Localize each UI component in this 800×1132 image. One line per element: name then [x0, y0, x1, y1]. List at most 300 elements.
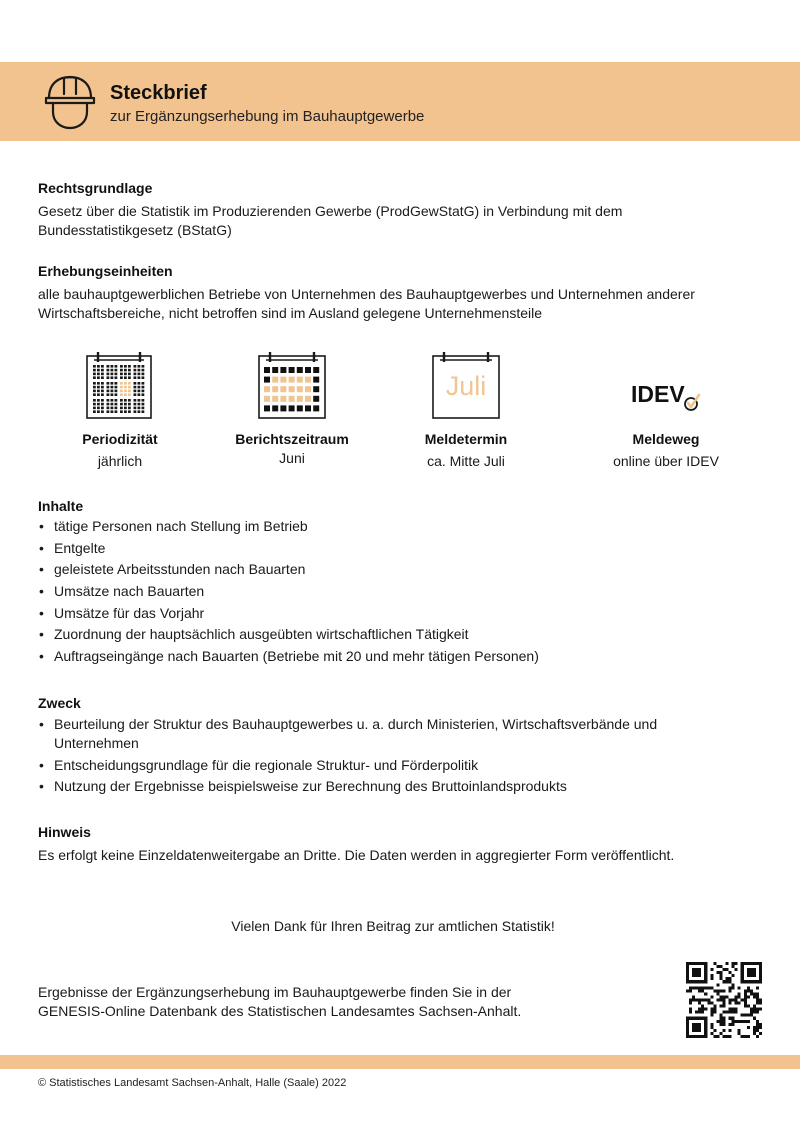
year-cell — [111, 390, 114, 393]
year-cell — [101, 393, 104, 396]
rechtsgrundlage-text — [38, 202, 768, 240]
qr-module — [701, 1008, 704, 1011]
list-item: • Entgelte — [38, 539, 768, 558]
qr-module — [722, 1020, 725, 1023]
qr-module — [744, 1020, 747, 1023]
qr-finder — [692, 968, 701, 977]
year-cell — [107, 369, 110, 372]
qr-module — [738, 1020, 741, 1023]
qr-module — [750, 1008, 753, 1011]
qr-module — [756, 1020, 759, 1023]
rechtsgrundlage-line-2: Bundesstatistikgesetz (BStatG) — [38, 222, 232, 238]
qr-module — [716, 992, 719, 995]
qr-module — [726, 1011, 729, 1014]
year-cell — [93, 386, 96, 389]
qr-module — [759, 998, 762, 1001]
qr-module — [747, 1020, 750, 1023]
year-cell — [101, 386, 104, 389]
qr-module — [735, 1002, 738, 1005]
qr-module — [722, 1011, 725, 1014]
qr-finder — [704, 962, 707, 983]
qr-module — [738, 1002, 741, 1005]
year-cell — [101, 382, 104, 385]
inhalte-heading: Inhalte — [38, 498, 84, 514]
year-cell — [134, 410, 137, 413]
year-cell — [97, 373, 100, 376]
year-cell — [124, 399, 127, 402]
month-cell — [297, 377, 303, 383]
year-cell — [111, 386, 114, 389]
qr-module — [729, 977, 732, 980]
erhebungseinheiten-heading: Erhebungseinheiten — [38, 263, 173, 279]
qr-module — [713, 1029, 716, 1032]
qr-module — [735, 968, 738, 971]
year-cell — [134, 399, 137, 402]
qr-module — [732, 974, 735, 977]
qr-module — [732, 962, 735, 965]
list-item: • Umsätze nach Bauarten — [38, 582, 768, 601]
meldeweg-value: online über IDEV — [613, 453, 719, 469]
qr-module — [719, 971, 722, 974]
qr-module — [732, 998, 735, 1001]
qr-module — [744, 1005, 747, 1008]
year-cell — [93, 407, 96, 410]
year-cell — [134, 407, 137, 410]
year-cell — [115, 386, 118, 389]
qr-module — [759, 1032, 762, 1035]
year-cell — [120, 403, 123, 406]
month-cell — [313, 377, 319, 383]
list-item: • Entscheidungsgrundlage für die regionale Struktur- und Förderpolitik — [38, 756, 718, 775]
qr-finder — [686, 962, 707, 965]
qr-module — [692, 998, 695, 1001]
qr-module — [719, 995, 722, 998]
year-cell — [97, 393, 100, 396]
qr-module — [747, 1026, 750, 1029]
month-cell — [305, 367, 311, 373]
erhebungseinheiten-text — [38, 285, 768, 323]
qr-module — [695, 998, 698, 1001]
year-cell — [107, 373, 110, 376]
qr-module — [710, 974, 713, 977]
year-cell — [134, 376, 137, 379]
qr-module — [741, 1014, 744, 1017]
qr-module — [701, 1011, 704, 1014]
qr-module — [719, 998, 722, 1001]
year-cell — [93, 403, 96, 406]
qr-module — [710, 1011, 713, 1014]
qr-module — [713, 1035, 716, 1038]
year-cell — [115, 376, 118, 379]
qr-module — [729, 989, 732, 992]
qr-finder — [686, 1017, 707, 1020]
zweck-heading: Zweck — [38, 695, 81, 711]
list-item: • tätige Personen nach Stellung im Betrieb — [38, 517, 768, 536]
qr-module — [701, 986, 704, 989]
month-cell — [272, 386, 278, 392]
qr-finder — [686, 962, 689, 983]
month-cell — [289, 386, 295, 392]
qr-module — [713, 1011, 716, 1014]
qr-module — [698, 989, 701, 992]
year-cell — [134, 386, 137, 389]
qr-module — [689, 1011, 692, 1014]
qr-finder — [686, 1017, 689, 1038]
year-cell — [124, 410, 127, 413]
year-cell — [101, 403, 104, 406]
month-cell — [297, 386, 303, 392]
hard-hat-icon — [44, 74, 96, 130]
qr-module — [719, 1005, 722, 1008]
year-cell — [120, 393, 123, 396]
month-cell — [272, 405, 278, 411]
qr-module — [722, 980, 725, 983]
qr-module — [756, 1008, 759, 1011]
qr-module — [756, 992, 759, 995]
year-cell — [138, 373, 141, 376]
qr-module — [750, 989, 753, 992]
qr-module — [695, 986, 698, 989]
month-cell — [264, 377, 270, 383]
meldetermin-label: Meldetermin — [424, 431, 508, 447]
qr-module — [729, 1011, 732, 1014]
year-cell — [124, 373, 127, 376]
month-cell — [280, 386, 286, 392]
year-cell — [124, 393, 127, 396]
qr-module — [747, 986, 750, 989]
qr-finder — [741, 980, 762, 983]
list-item: • Nutzung der Ergebnisse beispielsweise zur Berechnung des Bruttoinlandsprodukts — [38, 777, 718, 796]
zweck-list — [38, 715, 718, 799]
qr-module — [753, 1011, 756, 1014]
year-cell — [142, 407, 145, 410]
year-cell — [138, 407, 141, 410]
year-cell — [134, 365, 137, 368]
year-cell — [107, 407, 110, 410]
month-cell — [297, 396, 303, 402]
qr-module — [729, 1002, 732, 1005]
qr-module — [732, 1017, 735, 1020]
year-cell — [142, 369, 145, 372]
qr-module — [710, 977, 713, 980]
qr-module — [747, 995, 750, 998]
qr-finder — [686, 1035, 707, 1038]
year-cell — [138, 369, 141, 372]
year-cell — [138, 365, 141, 368]
rechtsgrundlage-line-1: Gesetz über die Statistik im Produzierenden Gewerbe (ProdGewStatG) in Verbindung mit dem — [38, 203, 623, 219]
year-cell — [115, 399, 118, 402]
berichtszeitraum-label: Berichtszeitraum — [235, 431, 349, 447]
month-cell — [272, 367, 278, 373]
year-cell — [97, 369, 100, 372]
qr-module — [701, 1005, 704, 1008]
qr-module — [719, 974, 722, 977]
qr-module — [729, 1035, 732, 1038]
year-cell — [124, 365, 127, 368]
year-cell — [124, 386, 127, 389]
year-cell — [142, 390, 145, 393]
year-cell — [128, 399, 131, 402]
qr-module — [741, 1035, 744, 1038]
year-cell — [124, 369, 127, 372]
qr-module — [722, 995, 725, 998]
footer-band — [0, 1055, 800, 1069]
qr-module — [704, 986, 707, 989]
list-item: • Umsätze für das Vorjahr — [38, 604, 768, 623]
periodizitaet-label: Periodizität — [82, 431, 158, 447]
year-cell — [138, 403, 141, 406]
qr-module — [735, 995, 738, 998]
qr-module — [759, 1023, 762, 1026]
year-cell — [93, 410, 96, 413]
qr-module — [729, 980, 732, 983]
list-item: • Zuordnung der hauptsächlich ausgeübten wirtschaftlichen Tätigkeit — [38, 625, 768, 644]
year-cell — [120, 376, 123, 379]
qr-module — [722, 1017, 725, 1020]
year-cell — [115, 390, 118, 393]
qr-module — [689, 998, 692, 1001]
rechtsgrundlage-heading: Rechtsgrundlage — [38, 180, 153, 196]
year-cell — [111, 382, 114, 385]
qr-module — [707, 998, 710, 1001]
year-cell — [111, 399, 114, 402]
genesis-line-1: Ergebnisse der Ergänzungserhebung im Bauhauptgewerbe finden Sie in der — [38, 984, 512, 1000]
year-cell — [142, 376, 145, 379]
qr-module — [744, 1002, 747, 1005]
qr-module — [722, 1002, 725, 1005]
periodizitaet-value: jährlich — [97, 453, 143, 469]
year-cell — [107, 382, 110, 385]
year-cell — [101, 373, 104, 376]
month-calendar-icon — [258, 351, 326, 419]
month-cell — [264, 367, 270, 373]
qr-module — [729, 1008, 732, 1011]
year-cell — [120, 407, 123, 410]
month-cell — [280, 405, 286, 411]
year-cell — [138, 376, 141, 379]
qr-module — [753, 1008, 756, 1011]
year-cell — [124, 407, 127, 410]
qr-module — [716, 998, 719, 1001]
qr-module — [756, 1002, 759, 1005]
qr-module — [722, 1035, 725, 1038]
juli-icon-text: Juli — [445, 371, 487, 401]
year-cell — [120, 399, 123, 402]
year-cell — [111, 403, 114, 406]
year-cell — [93, 393, 96, 396]
year-cell — [124, 403, 127, 406]
qr-module — [722, 968, 725, 971]
month-cell — [313, 405, 319, 411]
year-cell — [142, 399, 145, 402]
year-cell — [128, 376, 131, 379]
qr-module — [716, 989, 719, 992]
qr-module — [738, 1032, 741, 1035]
list-item: • geleistete Arbeitsstunden nach Bauarten — [38, 560, 768, 579]
qr-module — [710, 986, 713, 989]
qr-module — [722, 1005, 725, 1008]
year-cell — [101, 399, 104, 402]
qr-module — [701, 989, 704, 992]
qr-module — [719, 965, 722, 968]
qr-module — [735, 962, 738, 965]
qr-module — [704, 998, 707, 1001]
qr-module — [741, 1020, 744, 1023]
month-cell — [289, 405, 295, 411]
inhalte-list — [38, 517, 768, 669]
year-cell — [115, 373, 118, 376]
year-cell — [138, 386, 141, 389]
year-cell — [115, 369, 118, 372]
year-cell — [115, 365, 118, 368]
qr-module — [756, 1011, 759, 1014]
year-cell — [128, 382, 131, 385]
qr-module — [747, 1035, 750, 1038]
qr-module — [689, 986, 692, 989]
qr-finder — [704, 1017, 707, 1038]
year-cell — [138, 399, 141, 402]
qr-module — [726, 995, 729, 998]
idev-logo-text: IDEV — [631, 381, 685, 407]
year-cell — [93, 365, 96, 368]
year-cell — [142, 403, 145, 406]
qr-module — [719, 1014, 722, 1017]
year-cell — [138, 393, 141, 396]
year-cell — [120, 390, 123, 393]
genesis-line-2: GENESIS-Online Datenbank des Statistischen Landesamtes Sachsen-Anhalt. — [38, 1003, 522, 1019]
year-cell — [120, 365, 123, 368]
year-cell — [134, 390, 137, 393]
year-cell — [97, 376, 100, 379]
qr-module — [719, 1017, 722, 1020]
qr-module — [738, 992, 741, 995]
qr-module — [698, 1011, 701, 1014]
qr-module — [732, 983, 735, 986]
qr-module — [744, 1014, 747, 1017]
qr-module — [692, 995, 695, 998]
year-cell — [124, 382, 127, 385]
qr-module — [692, 986, 695, 989]
hinweis-text: Es erfolgt keine Einzeldatenweitergabe an Dritte. Die Daten werden in aggregierter Form veröffentlicht. — [38, 847, 675, 863]
qr-module — [710, 1032, 713, 1035]
year-cell — [107, 410, 110, 413]
qr-module — [719, 1032, 722, 1035]
qr-module — [689, 1008, 692, 1011]
qr-module — [753, 992, 756, 995]
qr-module — [744, 998, 747, 1001]
qr-module — [753, 1005, 756, 1008]
qr-module — [710, 1002, 713, 1005]
year-cell — [97, 390, 100, 393]
qr-module — [735, 1008, 738, 1011]
qr-module — [719, 977, 722, 980]
qr-finder — [686, 980, 707, 983]
qr-module — [738, 1029, 741, 1032]
qr-module — [753, 995, 756, 998]
year-cell — [128, 373, 131, 376]
qr-module — [741, 998, 744, 1001]
qr-module — [744, 992, 747, 995]
year-cell — [128, 393, 131, 396]
qr-module — [750, 992, 753, 995]
qr-finder — [692, 1023, 701, 1032]
year-cell — [107, 393, 110, 396]
genesis-text — [38, 983, 638, 1021]
qr-module — [710, 1008, 713, 1011]
qr-module — [756, 1023, 759, 1026]
year-cell — [97, 386, 100, 389]
year-cell — [107, 403, 110, 406]
qr-module — [710, 968, 713, 971]
month-cell — [280, 377, 286, 383]
qr-module — [729, 1023, 732, 1026]
qr-module — [732, 965, 735, 968]
year-cell — [134, 393, 137, 396]
qr-module — [689, 989, 692, 992]
year-cell — [120, 369, 123, 372]
qr-module — [707, 1002, 710, 1005]
year-cell — [111, 365, 114, 368]
qr-module — [686, 989, 689, 992]
qr-finder — [759, 962, 762, 983]
qr-module — [716, 1020, 719, 1023]
qr-module — [756, 986, 759, 989]
qr-module — [732, 1023, 735, 1026]
qr-module — [698, 1002, 701, 1005]
month-cell — [272, 396, 278, 402]
qr-module — [716, 971, 719, 974]
year-cell — [134, 373, 137, 376]
page-title: Steckbrief — [110, 82, 207, 104]
year-cell — [93, 376, 96, 379]
qr-finder — [747, 968, 756, 977]
year-cell — [111, 373, 114, 376]
qr-module — [750, 1011, 753, 1014]
year-calendar-icon — [86, 351, 152, 419]
year-cell — [138, 390, 141, 393]
year-cell — [115, 410, 118, 413]
qr-module — [738, 995, 741, 998]
year-cell — [142, 365, 145, 368]
qr-module — [698, 1008, 701, 1011]
month-cell — [272, 377, 278, 383]
year-cell — [101, 410, 104, 413]
year-cell — [115, 382, 118, 385]
qr-module — [722, 1029, 725, 1032]
qr-code[interactable] — [686, 962, 762, 1038]
qr-module — [726, 1035, 729, 1038]
qr-module — [729, 971, 732, 974]
qr-module — [747, 1014, 750, 1017]
qr-module — [707, 986, 710, 989]
qr-module — [744, 995, 747, 998]
qr-module — [726, 980, 729, 983]
qr-module — [735, 1011, 738, 1014]
month-cell — [305, 386, 311, 392]
copyright-text: © Statistisches Landesamt Sachsen-Anhalt, Halle (Saale) 2022 — [38, 1077, 347, 1089]
year-cell — [93, 399, 96, 402]
qr-module — [732, 1020, 735, 1023]
qr-module — [729, 1017, 732, 1020]
qr-module — [726, 962, 729, 965]
year-cell — [142, 393, 145, 396]
qr-module — [750, 1014, 753, 1017]
qr-module — [716, 983, 719, 986]
year-cell — [120, 386, 123, 389]
erhebungseinheiten-line-1: alle bauhauptgewerblichen Betriebe von Unternehmen des Bauhauptgewerbes und Unternehmen anderer — [38, 286, 695, 302]
qr-module — [726, 968, 729, 971]
year-cell — [111, 376, 114, 379]
